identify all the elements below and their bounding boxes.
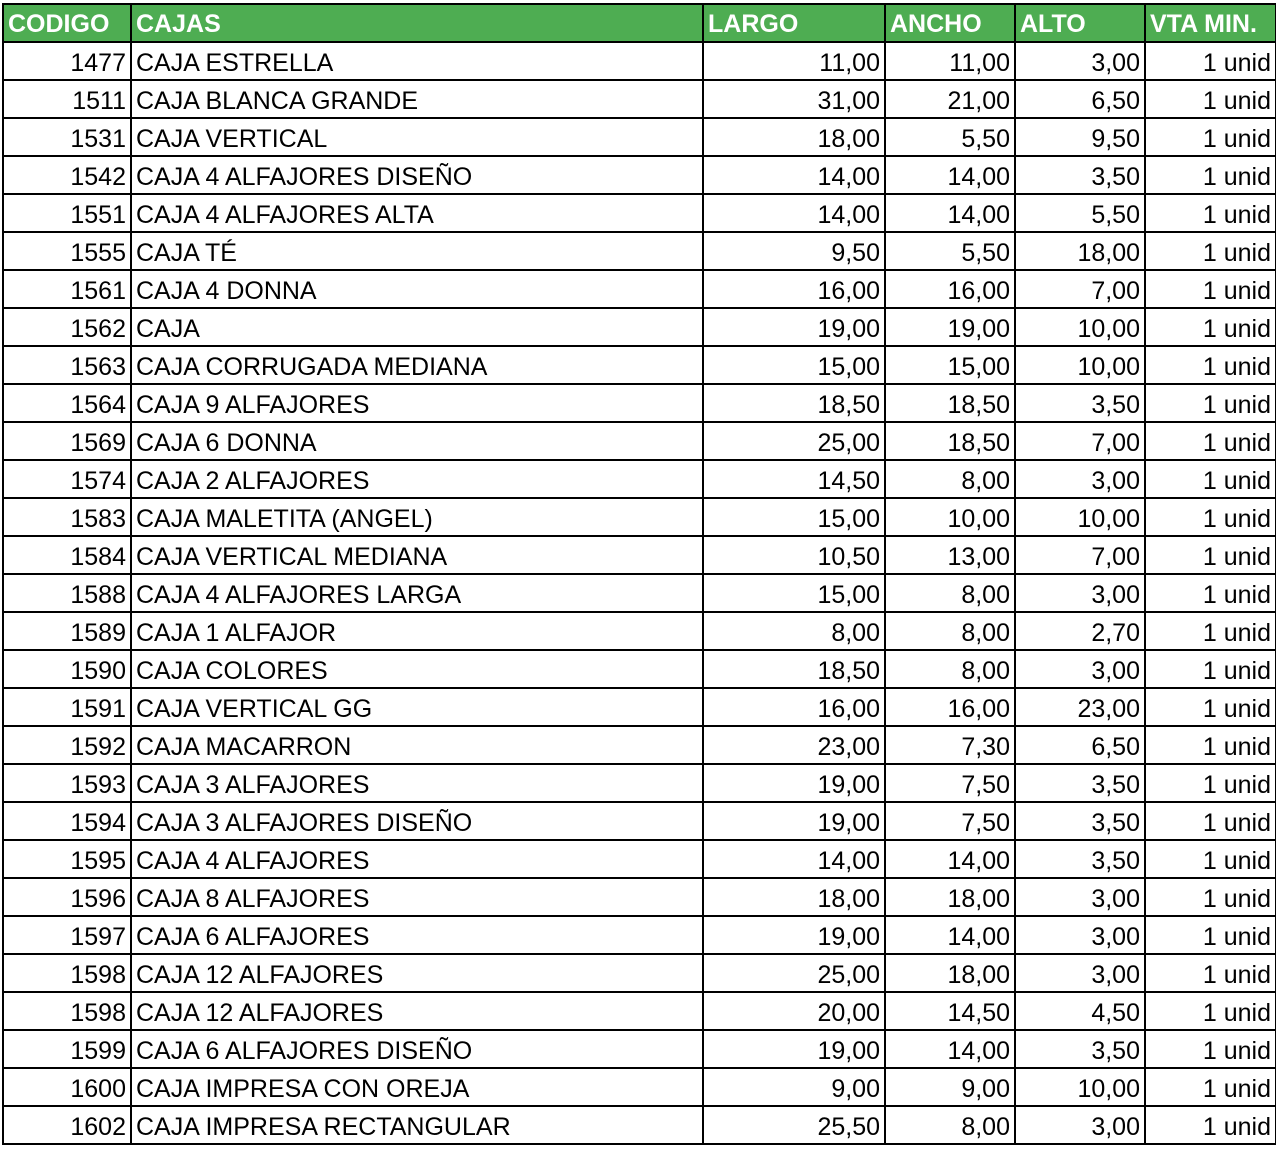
cell-largo[interactable]: 25,50 xyxy=(703,1106,885,1144)
cell-codigo[interactable]: 1591 xyxy=(3,688,131,726)
table-body xyxy=(3,42,1276,1144)
cell-alto[interactable]: 6,50 xyxy=(1015,80,1145,118)
cell-ancho[interactable]: 21,00 xyxy=(885,80,1015,118)
cell-ancho[interactable]: 7,50 xyxy=(885,802,1015,840)
cell-vta-min[interactable]: 1 unid xyxy=(1145,954,1276,992)
cell-codigo[interactable]: 1555 xyxy=(3,232,131,270)
cell-alto[interactable]: 3,50 xyxy=(1015,156,1145,194)
header-row xyxy=(3,4,1276,42)
table-row xyxy=(3,422,1276,460)
cell-vta-min[interactable]: 1 unid xyxy=(1145,1068,1276,1106)
header-vta-min[interactable]: VTA MIN. xyxy=(1145,4,1276,42)
cell-ancho[interactable]: 14,00 xyxy=(885,156,1015,194)
cell-largo[interactable]: 15,00 xyxy=(703,346,885,384)
table-header xyxy=(3,4,1276,42)
cell-codigo[interactable]: 1584 xyxy=(3,536,131,574)
cell-codigo[interactable]: 1600 xyxy=(3,1068,131,1106)
cell-vta-min[interactable]: 1 unid xyxy=(1145,460,1276,498)
cell-ancho[interactable]: 18,00 xyxy=(885,878,1015,916)
cell-codigo[interactable]: 1592 xyxy=(3,726,131,764)
cell-largo[interactable]: 18,00 xyxy=(703,118,885,156)
table-row xyxy=(3,840,1276,878)
cell-caja[interactable]: CAJA 4 ALFAJORES xyxy=(131,840,703,878)
cell-largo[interactable]: 23,00 xyxy=(703,726,885,764)
cell-codigo[interactable]: 1531 xyxy=(3,118,131,156)
cell-alto[interactable]: 3,00 xyxy=(1015,650,1145,688)
cell-largo[interactable]: 25,00 xyxy=(703,422,885,460)
cell-vta-min[interactable]: 1 unid xyxy=(1145,764,1276,802)
table-row xyxy=(3,878,1276,916)
cell-codigo[interactable]: 1602 xyxy=(3,1106,131,1144)
cell-ancho[interactable]: 18,00 xyxy=(885,954,1015,992)
table-row xyxy=(3,308,1276,346)
header-largo[interactable]: LARGO xyxy=(703,4,885,42)
cell-largo[interactable]: 19,00 xyxy=(703,308,885,346)
cell-ancho[interactable]: 18,50 xyxy=(885,422,1015,460)
cell-vta-min[interactable]: 1 unid xyxy=(1145,42,1276,80)
cell-ancho[interactable]: 15,00 xyxy=(885,346,1015,384)
cell-largo[interactable]: 14,00 xyxy=(703,194,885,232)
cell-vta-min[interactable]: 1 unid xyxy=(1145,1106,1276,1144)
table-row xyxy=(3,498,1276,536)
cell-largo[interactable]: 19,00 xyxy=(703,1030,885,1068)
cell-ancho[interactable]: 8,00 xyxy=(885,574,1015,612)
cell-codigo[interactable]: 1599 xyxy=(3,1030,131,1068)
cell-alto[interactable]: 9,50 xyxy=(1015,118,1145,156)
cell-alto[interactable]: 3,00 xyxy=(1015,460,1145,498)
cell-alto[interactable]: 7,00 xyxy=(1015,270,1145,308)
table-row xyxy=(3,460,1276,498)
cell-largo[interactable]: 14,00 xyxy=(703,840,885,878)
cell-ancho[interactable]: 8,00 xyxy=(885,460,1015,498)
cell-alto[interactable]: 10,00 xyxy=(1015,308,1145,346)
header-cajas[interactable]: CAJAS xyxy=(131,4,703,42)
cell-ancho[interactable]: 11,00 xyxy=(885,42,1015,80)
cell-largo[interactable]: 16,00 xyxy=(703,270,885,308)
cell-ancho[interactable]: 5,50 xyxy=(885,118,1015,156)
table-row xyxy=(3,992,1276,1030)
cell-caja[interactable]: CAJA 12 ALFAJORES xyxy=(131,954,703,992)
cell-caja[interactable]: CAJA 12 ALFAJORES xyxy=(131,992,703,1030)
cell-alto[interactable]: 3,00 xyxy=(1015,1106,1145,1144)
cell-largo[interactable]: 14,00 xyxy=(703,156,885,194)
cell-alto[interactable]: 3,50 xyxy=(1015,840,1145,878)
cell-vta-min[interactable]: 1 unid xyxy=(1145,574,1276,612)
cell-alto[interactable]: 18,00 xyxy=(1015,232,1145,270)
table-row xyxy=(3,764,1276,802)
cell-codigo[interactable]: 1477 xyxy=(3,42,131,80)
cell-codigo[interactable]: 1542 xyxy=(3,156,131,194)
cell-vta-min[interactable]: 1 unid xyxy=(1145,194,1276,232)
cell-ancho[interactable]: 5,50 xyxy=(885,232,1015,270)
cell-caja[interactable]: CAJA TÉ xyxy=(131,232,703,270)
cell-codigo[interactable]: 1561 xyxy=(3,270,131,308)
header-ancho[interactable]: ANCHO xyxy=(885,4,1015,42)
table-row xyxy=(3,42,1276,80)
cell-alto[interactable]: 4,50 xyxy=(1015,992,1145,1030)
cell-ancho[interactable]: 14,00 xyxy=(885,194,1015,232)
cell-codigo[interactable]: 1593 xyxy=(3,764,131,802)
table-row xyxy=(3,650,1276,688)
table-row xyxy=(3,156,1276,194)
cell-largo[interactable]: 10,50 xyxy=(703,536,885,574)
table-row xyxy=(3,726,1276,764)
table-row xyxy=(3,954,1276,992)
cell-codigo[interactable]: 1564 xyxy=(3,384,131,422)
cell-vta-min[interactable]: 1 unid xyxy=(1145,422,1276,460)
table-row xyxy=(3,612,1276,650)
cell-ancho[interactable]: 8,00 xyxy=(885,650,1015,688)
cell-ancho[interactable]: 10,00 xyxy=(885,498,1015,536)
cell-alto[interactable]: 3,00 xyxy=(1015,916,1145,954)
cell-codigo[interactable]: 1574 xyxy=(3,460,131,498)
cell-codigo[interactable]: 1563 xyxy=(3,346,131,384)
cell-largo[interactable]: 8,00 xyxy=(703,612,885,650)
cell-largo[interactable]: 15,00 xyxy=(703,574,885,612)
cell-alto[interactable]: 3,50 xyxy=(1015,764,1145,802)
cell-caja[interactable]: CAJA xyxy=(131,308,703,346)
cell-largo[interactable]: 15,00 xyxy=(703,498,885,536)
cell-caja[interactable]: CAJA MACARRON xyxy=(131,726,703,764)
cell-caja[interactable]: CAJA VERTICAL GG xyxy=(131,688,703,726)
cell-vta-min[interactable]: 1 unid xyxy=(1145,118,1276,156)
cell-caja[interactable]: CAJA 4 ALFAJORES ALTA xyxy=(131,194,703,232)
cell-vta-min[interactable]: 1 unid xyxy=(1145,726,1276,764)
cell-largo[interactable]: 9,00 xyxy=(703,1068,885,1106)
table-row xyxy=(3,1068,1276,1106)
cell-ancho[interactable]: 7,50 xyxy=(885,764,1015,802)
cell-alto[interactable]: 23,00 xyxy=(1015,688,1145,726)
cell-caja[interactable]: CAJA 1 ALFAJOR xyxy=(131,612,703,650)
cell-largo[interactable]: 16,00 xyxy=(703,688,885,726)
table-row xyxy=(3,916,1276,954)
cell-caja[interactable]: CAJA 4 ALFAJORES DISEÑO xyxy=(131,156,703,194)
cell-caja[interactable]: CAJA 3 ALFAJORES DISEÑO xyxy=(131,802,703,840)
cell-vta-min[interactable]: 1 unid xyxy=(1145,346,1276,384)
cell-vta-min[interactable]: 1 unid xyxy=(1145,612,1276,650)
cell-ancho[interactable]: 14,00 xyxy=(885,840,1015,878)
cell-largo[interactable]: 18,50 xyxy=(703,384,885,422)
cell-caja[interactable]: CAJA 4 DONNA xyxy=(131,270,703,308)
cell-codigo[interactable]: 1594 xyxy=(3,802,131,840)
table-row xyxy=(3,118,1276,156)
cell-ancho[interactable]: 13,00 xyxy=(885,536,1015,574)
cell-largo[interactable]: 19,00 xyxy=(703,802,885,840)
cell-alto[interactable]: 3,00 xyxy=(1015,42,1145,80)
cell-caja[interactable]: CAJA BLANCA GRANDE xyxy=(131,80,703,118)
table-row xyxy=(3,688,1276,726)
table-row xyxy=(3,574,1276,612)
header-alto[interactable]: ALTO xyxy=(1015,4,1145,42)
cell-caja[interactable]: CAJA 6 ALFAJORES DISEÑO xyxy=(131,1030,703,1068)
cajas-table xyxy=(2,3,1276,1145)
cell-vta-min[interactable]: 1 unid xyxy=(1145,878,1276,916)
cell-ancho[interactable]: 16,00 xyxy=(885,270,1015,308)
cell-vta-min[interactable]: 1 unid xyxy=(1145,536,1276,574)
cell-vta-min[interactable]: 1 unid xyxy=(1145,80,1276,118)
cell-caja[interactable]: CAJA IMPRESA RECTANGULAR xyxy=(131,1106,703,1144)
cell-largo[interactable]: 11,00 xyxy=(703,42,885,80)
cell-largo[interactable]: 9,50 xyxy=(703,232,885,270)
cell-vta-min[interactable]: 1 unid xyxy=(1145,384,1276,422)
cell-caja[interactable]: CAJA 4 ALFAJORES LARGA xyxy=(131,574,703,612)
cell-alto[interactable]: 10,00 xyxy=(1015,498,1145,536)
cell-codigo[interactable]: 1562 xyxy=(3,308,131,346)
cell-ancho[interactable]: 14,00 xyxy=(885,916,1015,954)
cell-vta-min[interactable]: 1 unid xyxy=(1145,156,1276,194)
cell-vta-min[interactable]: 1 unid xyxy=(1145,916,1276,954)
cell-alto[interactable]: 10,00 xyxy=(1015,1068,1145,1106)
cell-caja[interactable]: CAJA 3 ALFAJORES xyxy=(131,764,703,802)
cell-codigo[interactable]: 1595 xyxy=(3,840,131,878)
cell-vta-min[interactable]: 1 unid xyxy=(1145,802,1276,840)
table-row xyxy=(3,194,1276,232)
cell-largo[interactable]: 25,00 xyxy=(703,954,885,992)
table-row xyxy=(3,1106,1276,1144)
cell-codigo[interactable]: 1596 xyxy=(3,878,131,916)
cell-vta-min[interactable]: 1 unid xyxy=(1145,308,1276,346)
cell-alto[interactable]: 3,50 xyxy=(1015,1030,1145,1068)
cell-vta-min[interactable]: 1 unid xyxy=(1145,232,1276,270)
cell-ancho[interactable]: 9,00 xyxy=(885,1068,1015,1106)
cell-codigo[interactable]: 1588 xyxy=(3,574,131,612)
cell-caja[interactable]: CAJA IMPRESA CON OREJA xyxy=(131,1068,703,1106)
table-row xyxy=(3,1030,1276,1068)
cell-alto[interactable]: 7,00 xyxy=(1015,536,1145,574)
cell-ancho[interactable]: 7,30 xyxy=(885,726,1015,764)
cell-caja[interactable]: CAJA 6 ALFAJORES xyxy=(131,916,703,954)
cell-codigo[interactable]: 1598 xyxy=(3,992,131,1030)
cell-ancho[interactable]: 16,00 xyxy=(885,688,1015,726)
cell-caja[interactable]: CAJA 2 ALFAJORES xyxy=(131,460,703,498)
cell-caja[interactable]: CAJA 6 DONNA xyxy=(131,422,703,460)
cell-vta-min[interactable]: 1 unid xyxy=(1145,498,1276,536)
cell-caja[interactable]: CAJA COLORES xyxy=(131,650,703,688)
cell-codigo[interactable]: 1583 xyxy=(3,498,131,536)
cell-largo[interactable]: 14,50 xyxy=(703,460,885,498)
cell-vta-min[interactable]: 1 unid xyxy=(1145,688,1276,726)
cell-largo[interactable]: 31,00 xyxy=(703,80,885,118)
cell-codigo[interactable]: 1511 xyxy=(3,80,131,118)
cell-ancho[interactable]: 19,00 xyxy=(885,308,1015,346)
table-row xyxy=(3,232,1276,270)
cell-ancho[interactable]: 8,00 xyxy=(885,1106,1015,1144)
cell-alto[interactable]: 3,00 xyxy=(1015,574,1145,612)
cell-largo[interactable]: 18,00 xyxy=(703,878,885,916)
cell-alto[interactable]: 7,00 xyxy=(1015,422,1145,460)
cell-codigo[interactable]: 1597 xyxy=(3,916,131,954)
cell-alto[interactable]: 5,50 xyxy=(1015,194,1145,232)
cell-vta-min[interactable]: 1 unid xyxy=(1145,270,1276,308)
cell-largo[interactable]: 19,00 xyxy=(703,764,885,802)
cell-alto[interactable]: 10,00 xyxy=(1015,346,1145,384)
cell-alto[interactable]: 3,50 xyxy=(1015,384,1145,422)
cell-largo[interactable]: 18,50 xyxy=(703,650,885,688)
cell-codigo[interactable]: 1569 xyxy=(3,422,131,460)
cell-codigo[interactable]: 1551 xyxy=(3,194,131,232)
cell-alto[interactable]: 3,00 xyxy=(1015,878,1145,916)
cell-alto[interactable]: 2,70 xyxy=(1015,612,1145,650)
cell-alto[interactable]: 6,50 xyxy=(1015,726,1145,764)
table-row xyxy=(3,802,1276,840)
cell-caja[interactable]: CAJA MALETITA (ANGEL) xyxy=(131,498,703,536)
cell-codigo[interactable]: 1589 xyxy=(3,612,131,650)
table-row xyxy=(3,536,1276,574)
cell-vta-min[interactable]: 1 unid xyxy=(1145,840,1276,878)
cell-caja[interactable]: CAJA ESTRELLA xyxy=(131,42,703,80)
cell-caja[interactable]: CAJA 8 ALFAJORES xyxy=(131,878,703,916)
cell-caja[interactable]: CAJA VERTICAL xyxy=(131,118,703,156)
table-row xyxy=(3,80,1276,118)
cell-ancho[interactable]: 18,50 xyxy=(885,384,1015,422)
cell-alto[interactable]: 3,00 xyxy=(1015,954,1145,992)
cell-caja[interactable]: CAJA VERTICAL MEDIANA xyxy=(131,536,703,574)
cell-vta-min[interactable]: 1 unid xyxy=(1145,1030,1276,1068)
table-row xyxy=(3,346,1276,384)
cell-vta-min[interactable]: 1 unid xyxy=(1145,992,1276,1030)
table-row xyxy=(3,384,1276,422)
cell-ancho[interactable]: 8,00 xyxy=(885,612,1015,650)
cell-largo[interactable]: 19,00 xyxy=(703,916,885,954)
cell-caja[interactable]: CAJA CORRUGADA MEDIANA xyxy=(131,346,703,384)
cell-ancho[interactable]: 14,00 xyxy=(885,1030,1015,1068)
table-row xyxy=(3,270,1276,308)
cell-ancho[interactable]: 14,50 xyxy=(885,992,1015,1030)
cell-caja[interactable]: CAJA 9 ALFAJORES xyxy=(131,384,703,422)
cell-alto[interactable]: 3,50 xyxy=(1015,802,1145,840)
cell-codigo[interactable]: 1590 xyxy=(3,650,131,688)
cell-vta-min[interactable]: 1 unid xyxy=(1145,650,1276,688)
cell-largo[interactable]: 20,00 xyxy=(703,992,885,1030)
header-codigo[interactable]: CODIGO xyxy=(3,4,131,42)
cell-codigo[interactable]: 1598 xyxy=(3,954,131,992)
